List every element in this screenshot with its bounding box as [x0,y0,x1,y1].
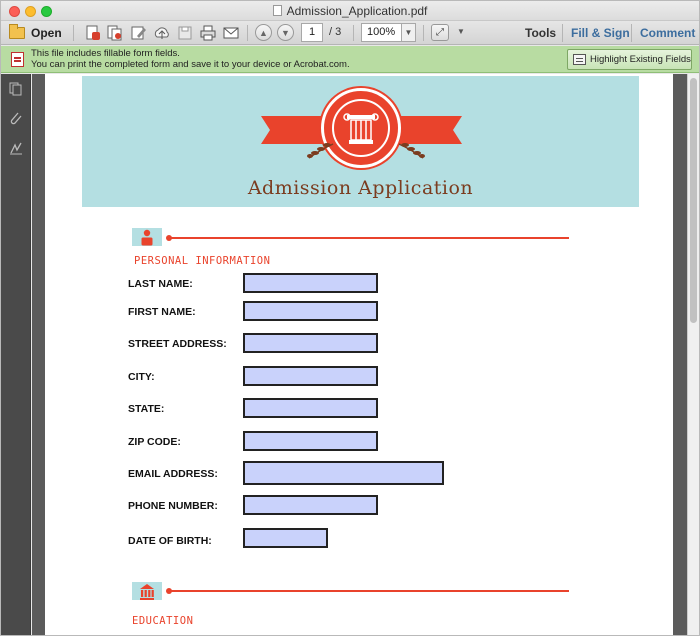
print-icon[interactable] [200,25,216,41]
toolbar-divider [562,24,563,42]
personal-section-badge [132,228,162,246]
highlight-fields-icon [573,54,586,65]
toolbar-divider [423,25,424,41]
highlight-button-label: Highlight Existing Fields [590,54,691,65]
document-viewport[interactable] [32,74,687,635]
notification-line-1: This file includes fillable form fields. [31,48,180,59]
pdf-page [45,74,673,635]
toolbar-divider [631,24,632,42]
laurel-left-icon [305,140,335,165]
save-icon[interactable] [177,25,193,41]
combine-files-icon[interactable] [107,25,123,41]
create-pdf-icon[interactable] [85,25,101,41]
education-section-badge [132,582,162,600]
section-divider [169,237,569,239]
notification-line-2: You can print the completed form and save it to your device or Acrobat.com. [31,59,350,70]
pages-panel-icon[interactable] [9,82,23,96]
street-address-field[interactable] [243,333,378,353]
edit-icon[interactable] [131,25,147,41]
vertical-scrollbar[interactable] [687,74,699,635]
upload-icon[interactable] [154,25,170,41]
comment-button[interactable]: Comment [640,26,696,40]
signatures-icon[interactable] [9,141,23,155]
open-button-label: Open [31,26,62,40]
education-section-title: EDUCATION [132,615,194,627]
document-title: Admission Application [247,177,474,199]
tools-button[interactable]: Tools [525,26,557,40]
personal-section-title: PERSONAL INFORMATION [134,255,271,267]
chevron-down-icon[interactable]: ▼ [401,24,415,41]
email-address-label: EMAIL ADDRESS: [128,468,218,480]
city-field[interactable] [243,366,378,386]
last-name-label: LAST NAME: [128,278,193,290]
form-notification-bar [1,46,699,73]
institution-icon [140,583,154,600]
mail-icon[interactable] [223,25,239,41]
pdf-document-icon [273,5,282,16]
email-address-field[interactable] [243,461,444,485]
open-button[interactable] [9,24,62,42]
expand-icon[interactable]: ⤢ [431,24,449,41]
toolbar-divider [73,25,74,41]
date-of-birth-label: DATE OF BIRTH: [128,535,212,547]
person-icon [140,229,154,246]
section-divider [169,590,569,592]
first-name-label: FIRST NAME: [128,306,196,318]
notification-text [31,48,350,70]
attachments-icon[interactable] [9,111,23,125]
zoom-value: 100% [367,26,396,38]
highlight-existing-fields-button[interactable] [567,49,692,70]
page-number-input[interactable]: 1 [301,23,323,42]
fill-sign-button[interactable]: Fill & Sign [571,26,630,40]
laurel-right-icon [397,140,427,165]
phone-number-field[interactable] [243,495,378,515]
title-bar [1,1,699,21]
chevron-down-icon[interactable]: ▼ [457,27,465,36]
page-down-icon[interactable]: ▼ [277,24,294,41]
state-label: STATE: [128,403,165,415]
zip-code-label: ZIP CODE: [128,436,181,448]
main-toolbar [1,21,699,45]
date-of-birth-field[interactable] [243,528,328,548]
toolbar-divider [353,25,354,41]
last-name-field[interactable] [243,273,378,293]
phone-number-label: PHONE NUMBER: [128,500,218,512]
zoom-select[interactable] [361,23,416,42]
zip-code-field[interactable] [243,431,378,451]
city-label: CITY: [128,371,155,383]
navigation-pane [1,74,31,635]
toolbar-divider [247,25,248,41]
street-address-label: STREET ADDRESS: [128,338,227,350]
folder-icon [9,27,25,39]
scrollbar-thumb[interactable] [690,78,697,323]
window-title: Admission_Application.pdf [1,4,699,18]
page-up-icon[interactable]: ▲ [255,24,272,41]
page-total: / 3 [329,26,342,38]
state-field[interactable] [243,398,378,418]
first-name-field[interactable] [243,301,378,321]
header-banner [82,76,639,207]
form-icon [11,52,24,67]
